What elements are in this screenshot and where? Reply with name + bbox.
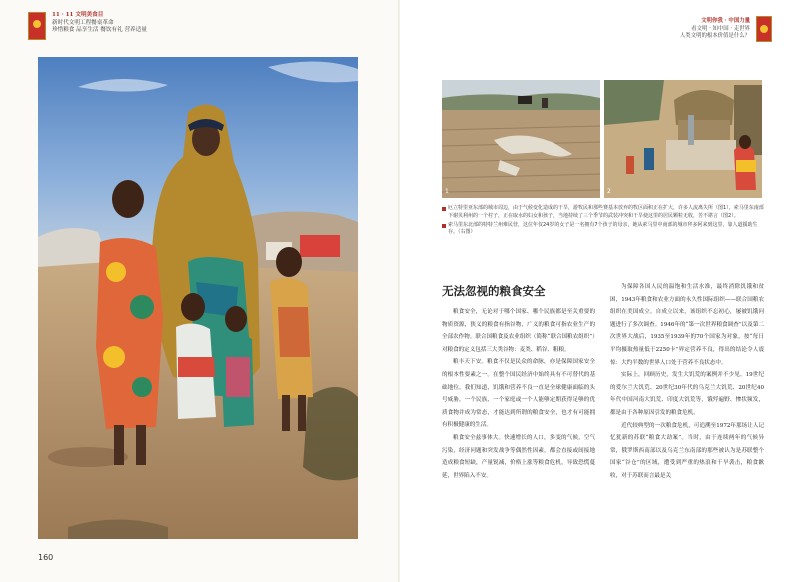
column-header-right bbox=[680, 18, 750, 41]
photo-drought-land bbox=[442, 80, 600, 198]
caption-1: 厄立特里亚东部的城市周边，由于气候变化造成的干旱，游牧民和那些赛基本放弃的牧区面积正在扩大，许多人流离失所（图1），索马里东南部下谢贝利州的一个村子，正在取水的妇女和孩子，当地持续了三个季节的武装冲突和干旱使这里的居民颗粒无收，苦不堪言（图2）。 bbox=[442, 205, 764, 221]
paragraph: 为保障各国人民的温饱和生活水准，最终消除饥饿和贫困，1943年粮食和农业方面的永久性国际组织——联合国粮农组织在美国成立。自成立以来，该组织不忘初心，屡被饥饿问题进行了多次调查。1946年的“第一次世界粮食调查”以及第二次世界大战后，1935至1939年的70个国家为对象，按“每日平均摄取热量低于2250卡”界定营养不良，得出的结论令人震惊：大约半数的世界人口处于营养不良状态中。 bbox=[610, 284, 764, 366]
column-header-left bbox=[52, 12, 147, 35]
column-header-line3: 珍惜粮食 品享生活 餐饮有礼 营养适量 bbox=[52, 27, 147, 34]
paragraph: 粮食安全兹事体大。快速增长的人口，多变的气候，空气污染，经济问题和突发战争等偶然性因素，都会直接或间接地造成粮食短缺，产量锐减，价格上涨等粮食危机，导致恐慌蔓延，世界陷入不安。 bbox=[442, 434, 595, 479]
column-header-line1: 11 · 11 文明美食目 bbox=[52, 12, 104, 18]
column-header-right-line2: 看文明 · 知中国 · 走世界 bbox=[691, 25, 750, 32]
main-photo-mother-children bbox=[38, 57, 358, 539]
paragraph: 粮食安全，无论对于哪个国家、哪个民族都是至关重要的物质资源，狭义的粮食有指谷物，广义的粮食可指农业生产的全部农作物。联合国粮食及农业组织（简称“联合国粮农组织”）对粮食的定义包括三大类谷物：麦类、稻谷、粗粮。 bbox=[442, 309, 595, 353]
column-header-line2: 新时代文明工程餐桌革命 bbox=[52, 19, 114, 26]
article-column-2 bbox=[610, 281, 764, 483]
photo-captions bbox=[442, 205, 764, 238]
photo-water-illustration bbox=[604, 80, 762, 198]
article-column-1 bbox=[442, 306, 595, 482]
main-photo-illustration bbox=[38, 57, 358, 539]
column-header-right-line3: 人类文明的根本价值是什么？ bbox=[679, 33, 750, 40]
photo-number-2: 2 bbox=[607, 188, 611, 195]
magazine-logo-icon bbox=[28, 12, 46, 40]
caption-2: 索马里东北部的特特兰州难民营，这位年仅24岁的女子是一名拥有7个孩子的母亲，她从索马里中南部的城市拜多阿来到这里，靠人道援助生存。（右图） bbox=[442, 222, 764, 238]
paragraph: 近代较典型的一次粮食危机，可追溯至1972年那场让人记忆犹新的苏联“粮食大劫案”。当时，由于连续两年的气候异常，俄罗斯西南部以及乌克兰东南部的那些被认为是苏联整个国家“谷仓”的区域，遭受到严重的热浪和干旱袭击，粮食歉收，对于苏联而言最是关 bbox=[610, 422, 764, 479]
photo-drought-illustration bbox=[442, 80, 600, 198]
article-title: 无法忽视的粮食安全 bbox=[442, 284, 546, 298]
paragraph: 粮丰天下安。粮食不仅是民众的命脉，亦是保障国家安全的根本性要素之一。在整个国民经济中始终具有不可替代的基础地位。我们知道，饥饿和营养不良一直是全球健康面临的头号威胁，一个民族、一个家庭或一个人能够定期获得足够的优质食物并成为常态，才能达到所谓的粮食安全，也才有可能拥有积极健康的生活。 bbox=[442, 359, 595, 429]
page-number: 160 bbox=[38, 553, 54, 562]
magazine-logo-right-icon bbox=[756, 16, 772, 42]
column-header-right-line1: 文明你我 · 中国力量 bbox=[701, 18, 750, 24]
paragraph: 实际上，回顾历史，发生大饥荒的案例并不少见。19世纪的爱尔兰大饥荒、20世纪30年代的乌克兰大饥荒、20世纪40年代中国河南大饥荒、印度大饥荒等，饿殍遍野、惨状频发，都是由于各种原因引发的粮食危机。 bbox=[610, 372, 764, 416]
photo-water-collection bbox=[604, 80, 762, 198]
photo-number-1: 1 bbox=[445, 188, 449, 195]
